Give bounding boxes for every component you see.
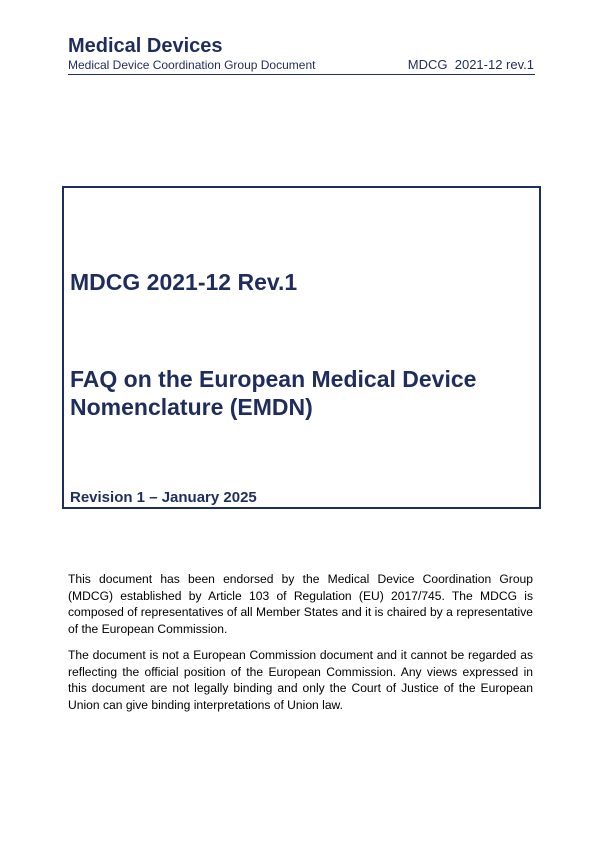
- header-title: Medical Devices: [68, 35, 223, 57]
- cover-title-box: [62, 186, 541, 509]
- document-code: MDCG 2021-12 Rev.1: [70, 269, 298, 295]
- header-subtitle: Medical Device Coordination Group Document: [68, 58, 316, 72]
- revision-label: Revision 1 – January 2025: [70, 489, 257, 506]
- endorsement-paragraph: This document has been endorsed by the Medical Device Coordination Group (MDCG) established by Article 103 of Regulation (EU) 2017/745. The MDCG is composed of representatives of all Member States and it is chaired by a representative of the European Commission.: [68, 572, 533, 636]
- document-reference: MDCG 2021-12 rev.1: [407, 57, 534, 72]
- disclaimer-paragraph: The document is not a European Commission document and it cannot be regarded as reflecting the official position of the European Commission. Any views expressed in this document are not legally binding and only the Court of Justice of the European Union can give binding interpretations of Union law.: [68, 648, 533, 712]
- header-divider: [68, 74, 535, 75]
- document-title: FAQ on the European Medical Device Nomenclature (EMDN): [70, 366, 477, 420]
